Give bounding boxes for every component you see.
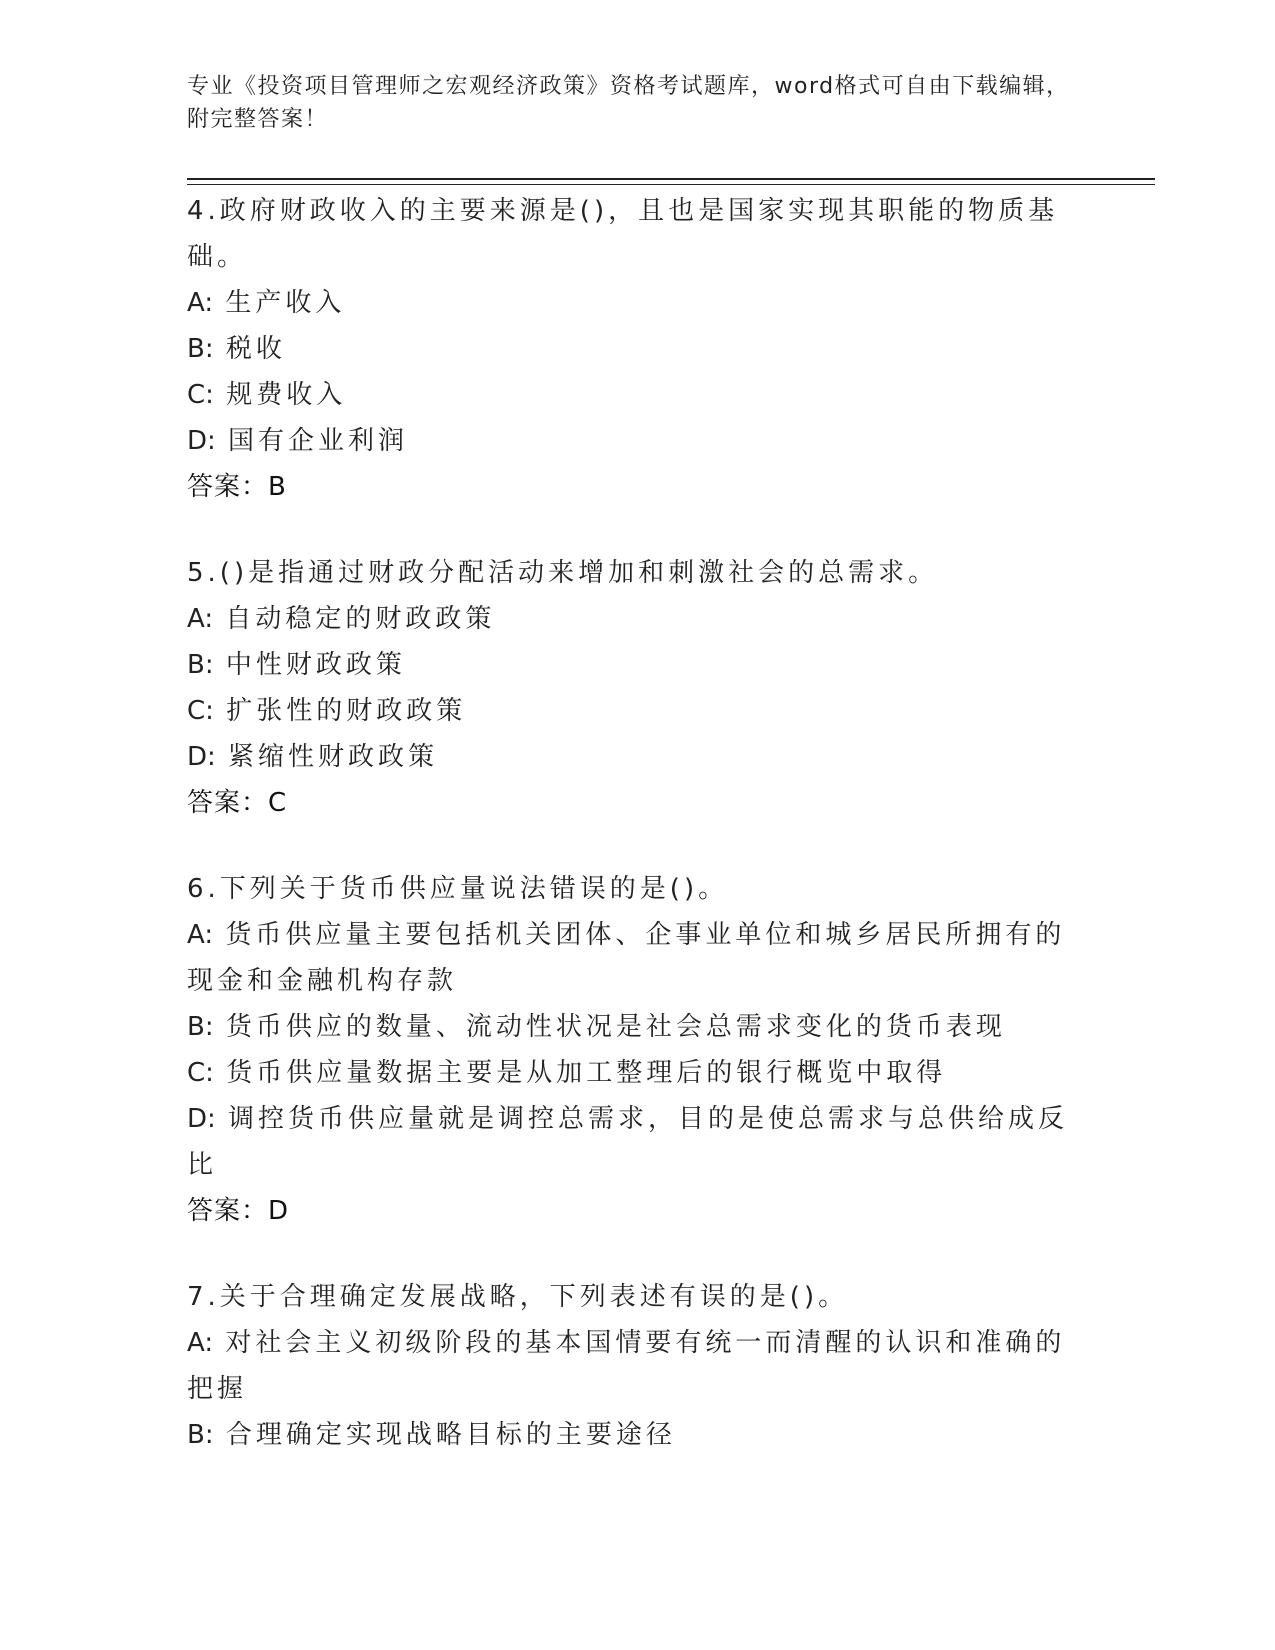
question-6 — [187, 866, 1092, 1234]
option-b — [187, 1004, 1092, 1050]
option-key: B: — [187, 1012, 214, 1042]
option-key: B: — [187, 334, 214, 364]
option-key: C: — [187, 1058, 214, 1088]
header-divider-thick — [187, 178, 1155, 180]
question-stem: 6.下列关于货币供应量说法错误的是()。 — [187, 874, 729, 904]
question-4 — [187, 188, 1092, 510]
option-c — [187, 1050, 1092, 1096]
option-a — [187, 596, 1092, 642]
option-text: 国有企业利润 — [228, 426, 409, 456]
option-d — [187, 1096, 1092, 1188]
option-text: 自动稳定的财政政策 — [225, 604, 496, 634]
question-stem: 7.关于合理确定发展战略，下列表述有误的是()。 — [187, 1282, 849, 1312]
document-intro: 专业《投资项目管理师之宏观经济政策》资格考试题库，word格式可自由下载编辑，附完整答案！ — [187, 74, 1070, 132]
option-a — [187, 280, 1092, 326]
option-c — [187, 688, 1092, 734]
option-b — [187, 326, 1092, 372]
option-key: A: — [187, 1328, 214, 1358]
option-text: 中性财政政策 — [225, 650, 406, 680]
option-key: B: — [187, 1420, 214, 1450]
question-7 — [187, 1274, 1092, 1458]
answer-line: 答案：C — [187, 788, 288, 818]
header-divider-thin — [187, 184, 1155, 185]
option-text: 税收 — [225, 334, 286, 364]
option-text: 货币供应量数据主要是从加工整理后的银行概览中取得 — [226, 1058, 947, 1088]
option-text: 合理确定实现战略目标的主要途径 — [225, 1420, 676, 1450]
option-text: 货币供应的数量、流动性状况是社会总需求变化的货币表现 — [225, 1012, 1006, 1042]
option-b — [187, 642, 1092, 688]
option-key: B: — [187, 650, 214, 680]
option-d — [187, 418, 1092, 464]
option-key: C: — [187, 696, 214, 726]
option-text: 规费收入 — [226, 380, 347, 410]
option-key: A: — [187, 920, 214, 950]
question-stem: 5.()是指通过财政分配活动来增加和刺激社会的总需求。 — [187, 558, 939, 588]
option-d — [187, 734, 1092, 780]
option-text: 扩张性的财政政策 — [226, 696, 467, 726]
option-text: 货币供应量主要包括机关团体、企事业单位和城乡居民所拥有的现金和金融机构存款 — [187, 920, 1066, 996]
option-text: 紧缩性财政政策 — [228, 742, 439, 772]
option-text: 调控货币供应量就是调控总需求，目的是使总需求与总供给成反比 — [187, 1104, 1069, 1180]
option-key: A: — [187, 604, 214, 634]
question-stem: 4.政府财政收入的主要来源是()，且也是国家实现其职能的物质基础。 — [187, 196, 1059, 272]
option-key: D: — [187, 1104, 216, 1134]
option-key: D: — [187, 426, 216, 456]
option-key: C: — [187, 380, 214, 410]
question-5 — [187, 550, 1092, 826]
answer-line: 答案：B — [187, 472, 287, 502]
question-list — [187, 188, 1092, 1498]
option-text: 对社会主义初级阶段的基本国情要有统一而清醒的认识和准确的把握 — [187, 1328, 1066, 1404]
option-a — [187, 912, 1092, 1004]
option-a — [187, 1320, 1092, 1412]
answer-line: 答案：D — [187, 1196, 290, 1226]
option-b — [187, 1412, 1092, 1458]
option-key: A: — [187, 288, 214, 318]
option-c — [187, 372, 1092, 418]
option-key: D: — [187, 742, 216, 772]
option-text: 生产收入 — [225, 288, 346, 318]
